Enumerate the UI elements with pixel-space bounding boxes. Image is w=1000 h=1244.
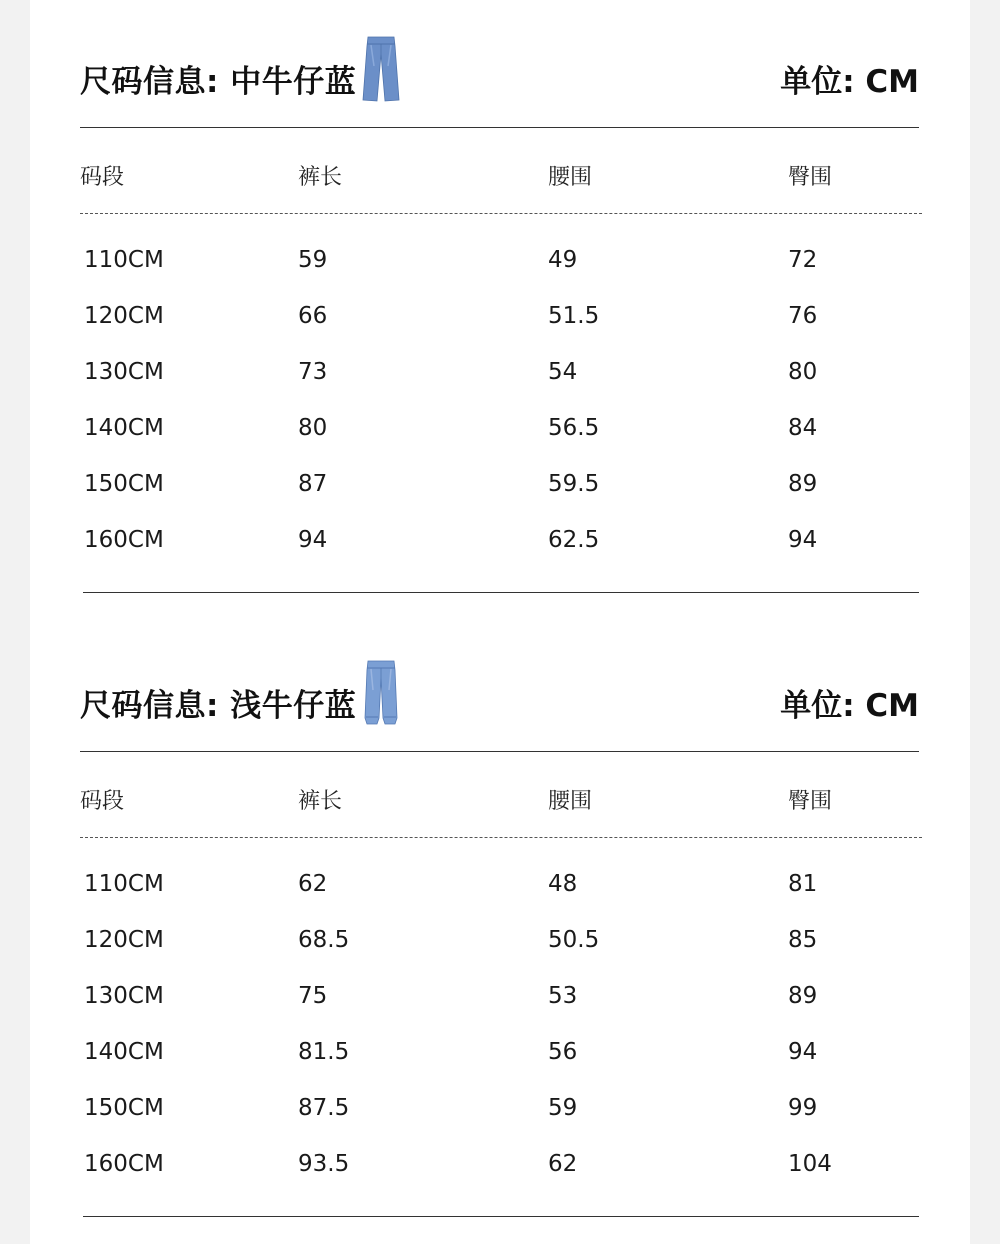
length-cell: 75	[298, 983, 328, 1009]
length-cell: 73	[298, 359, 328, 385]
hip-cell: 99	[788, 1095, 818, 1121]
waist-cell: 62	[548, 1151, 578, 1177]
length-cell: 62	[298, 871, 328, 897]
waist-cell: 49	[548, 247, 578, 273]
hip-cell: 94	[788, 1039, 818, 1065]
table-row	[80, 524, 919, 556]
length-cell: 59	[298, 247, 328, 273]
length-cell: 87	[298, 471, 328, 497]
length-cell: 80	[298, 415, 328, 441]
section-title: 尺码信息: 中牛仔蓝	[80, 64, 357, 100]
header-waist: 腰围	[548, 789, 593, 814]
size-cell: 130CM	[84, 359, 164, 385]
hip-cell: 81	[788, 871, 818, 897]
divider-dashed	[80, 837, 922, 838]
table-row	[80, 1148, 919, 1180]
table-row	[80, 1036, 919, 1068]
size-cell: 140CM	[84, 1039, 164, 1065]
waist-cell: 59.5	[548, 471, 600, 497]
hip-cell: 104	[788, 1151, 832, 1177]
table-row	[80, 244, 919, 276]
header-length: 裤长	[298, 789, 343, 814]
waist-cell: 62.5	[548, 527, 600, 553]
hip-cell: 89	[788, 983, 818, 1009]
divider-solid-bottom	[83, 592, 919, 593]
table-row	[80, 412, 919, 444]
waist-cell: 56	[548, 1039, 578, 1065]
table-row	[80, 300, 919, 332]
size-cell: 160CM	[84, 1151, 164, 1177]
divider-solid	[80, 127, 919, 128]
size-cell: 120CM	[84, 303, 164, 329]
hip-cell: 76	[788, 303, 818, 329]
hip-cell: 84	[788, 415, 818, 441]
wide-leg-jeans-icon	[362, 36, 400, 102]
waist-cell: 54	[548, 359, 578, 385]
section-title: 尺码信息: 浅牛仔蓝	[80, 688, 357, 724]
unit-label: 单位: CM	[780, 688, 919, 724]
table-row	[80, 468, 919, 500]
hip-cell: 89	[788, 471, 818, 497]
length-cell: 87.5	[298, 1095, 350, 1121]
length-cell: 93.5	[298, 1151, 350, 1177]
header-size: 码段	[80, 789, 125, 814]
divider-solid-bottom	[83, 1216, 919, 1217]
size-cell: 140CM	[84, 415, 164, 441]
waist-cell: 51.5	[548, 303, 600, 329]
size-cell: 130CM	[84, 983, 164, 1009]
size-cell: 160CM	[84, 527, 164, 553]
size-chart-page	[30, 0, 970, 1244]
table-row	[80, 356, 919, 388]
hip-cell: 85	[788, 927, 818, 953]
table-header-row	[80, 786, 919, 818]
size-cell: 110CM	[84, 247, 164, 273]
waist-cell: 56.5	[548, 415, 600, 441]
size-cell: 150CM	[84, 1095, 164, 1121]
header-hip: 臀围	[788, 789, 833, 814]
table-row	[80, 924, 919, 956]
waist-cell: 50.5	[548, 927, 600, 953]
table-row	[80, 1092, 919, 1124]
divider-solid	[80, 751, 919, 752]
table-header-row	[80, 162, 919, 194]
waist-cell: 53	[548, 983, 578, 1009]
waist-cell: 59	[548, 1095, 578, 1121]
hip-cell: 80	[788, 359, 818, 385]
size-cell: 120CM	[84, 927, 164, 953]
table-row	[80, 868, 919, 900]
divider-dashed	[80, 213, 922, 214]
size-cell: 110CM	[84, 871, 164, 897]
header-size: 码段	[80, 165, 125, 190]
length-cell: 81.5	[298, 1039, 350, 1065]
header-waist: 腰围	[548, 165, 593, 190]
waist-cell: 48	[548, 871, 578, 897]
hip-cell: 94	[788, 527, 818, 553]
table-row	[80, 980, 919, 1012]
size-cell: 150CM	[84, 471, 164, 497]
length-cell: 66	[298, 303, 328, 329]
jogger-jeans-icon	[364, 660, 398, 726]
header-length: 裤长	[298, 165, 343, 190]
hip-cell: 72	[788, 247, 818, 273]
length-cell: 94	[298, 527, 328, 553]
header-hip: 臀围	[788, 165, 833, 190]
length-cell: 68.5	[298, 927, 350, 953]
unit-label: 单位: CM	[780, 64, 919, 100]
